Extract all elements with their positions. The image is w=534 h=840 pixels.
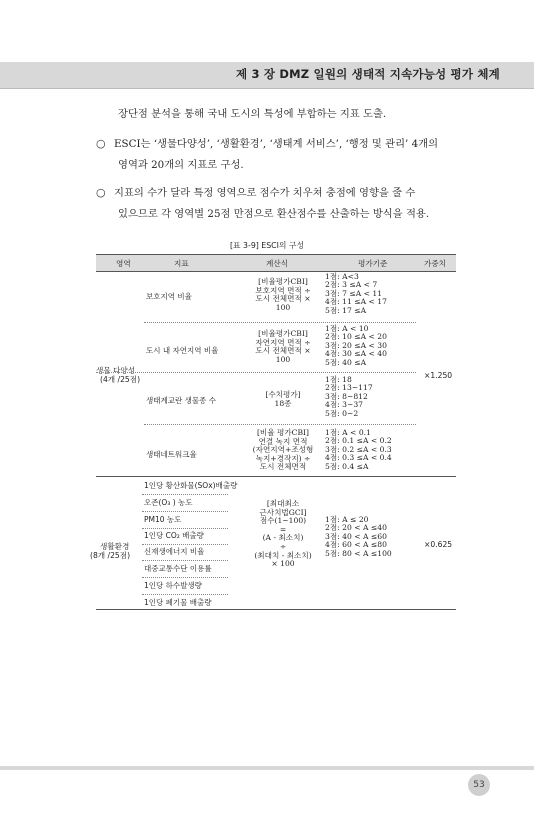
- criteria-line: 2점: 10 ≤A < 20: [325, 332, 387, 342]
- bullet-2-line-2: 있으므로 각 영역별 25점 만점으로 환산점수를 산출하는 방식을 적용.: [118, 208, 430, 220]
- footer-band: [0, 766, 534, 770]
- formula-eco-network: [246, 429, 320, 472]
- header-weight: 가중치: [424, 259, 447, 268]
- weight-living-env: ×0.625: [424, 540, 453, 549]
- formula-line: 도시 전체면적 ×: [255, 346, 311, 356]
- criteria-line: 4점: 3~37: [325, 400, 363, 410]
- domain-divider: [96, 476, 456, 477]
- row-divider: [142, 577, 228, 578]
- formula-line: 보호지역 면적 ÷: [255, 285, 311, 295]
- criteria-invasive-species: [325, 376, 373, 418]
- indicator-eco-network: 생태네트워크율: [146, 450, 197, 459]
- criteria-line: 2점: 3 ≤A < 7: [325, 280, 378, 290]
- indicator-pm10: PM10 농도: [144, 515, 182, 524]
- indicator-natural-area: 도시 내 자연지역 비율: [146, 346, 219, 355]
- criteria-line: 4점: 30 ≤A < 40: [325, 349, 387, 359]
- row-divider: [144, 322, 416, 323]
- criteria-line: 1점: A<3: [325, 272, 359, 281]
- page-number: 53: [468, 774, 490, 796]
- formula-line: [수치평가]: [265, 390, 301, 399]
- criteria-line: 3점: 0.2 ≤A < 0.3: [325, 444, 392, 454]
- header-indicator: 지표: [174, 259, 189, 268]
- criteria-protected-area: [325, 273, 387, 315]
- formula-invasive-species: [246, 391, 320, 408]
- criteria-line: 4점: 11 ≤A < 17: [325, 297, 387, 307]
- criteria-line: 5점: 40 ≤A: [325, 357, 367, 367]
- formula-line: 연결 녹지 면적: [258, 436, 308, 446]
- row-divider: [96, 372, 416, 373]
- criteria-living-env: [325, 516, 392, 558]
- criteria-eco-network: [325, 429, 392, 471]
- criteria-line: 4점: 60 < A ≤80: [325, 540, 387, 550]
- header-divider: [0, 88, 534, 89]
- row-divider: [142, 544, 228, 545]
- criteria-line: 2점: 0.1 ≤A < 0.2: [325, 436, 392, 446]
- indicator-sewage: 1인당 하수발생량: [144, 581, 202, 590]
- bullet-icon: ○: [96, 186, 106, 199]
- indicator-sox: 1인당 황산화물(SOx)배출량: [144, 481, 238, 490]
- formula-line: 100: [275, 302, 291, 312]
- body-line-1: 장단점 분석을 통해 국내 도시의 특성에 부합하는 지표 도출.: [118, 108, 387, 120]
- formula-natural-area: [246, 330, 320, 364]
- table-header-row: [96, 254, 456, 272]
- formula-line: 녹지+경작지) ÷: [255, 453, 311, 463]
- criteria-line: 2점: 20 < A ≤40: [325, 523, 387, 533]
- indicator-invasive-species: 생태계교란 생물종 수: [146, 396, 216, 405]
- bullet-1-line-1: ESCI는 ‘생물다양성’, ‘생활환경’, ‘생태계 서비스’, ‘행정 및 관리’ 4개의: [114, 138, 439, 150]
- header-domain: 영역: [116, 259, 131, 268]
- criteria-line: 1점: 18: [325, 375, 352, 384]
- table-caption: [표 3-9] ESCI의 구성: [230, 241, 304, 250]
- header-criteria: 평가기준: [358, 259, 388, 268]
- criteria-line: 1점: A < 0.1: [325, 428, 371, 437]
- formula-line: 100: [275, 354, 291, 364]
- formula-line: 18종: [274, 398, 292, 408]
- criteria-line: 5점: 80 < A ≤100: [325, 548, 392, 558]
- criteria-line: 3점: 40 < A ≤60: [325, 531, 387, 541]
- formula-line: (A - 최소치): [262, 533, 304, 543]
- formula-line: [비율평가CBI]: [258, 277, 308, 286]
- row-divider: [142, 511, 228, 512]
- chapter-title: 제 3 장 DMZ 일원의 생태적 지속가능성 평가 체계: [235, 67, 500, 81]
- indicator-protected-area: 보호지역 비율: [146, 292, 192, 301]
- row-divider: [142, 494, 228, 495]
- criteria-line: 3점: 8~812: [325, 391, 368, 401]
- domain-biodiversity-name: 생물 다양성: [96, 366, 136, 375]
- criteria-line: 3점: 20 ≤A < 30: [325, 340, 387, 350]
- indicator-co2: 1인당 CO₂ 배출량: [144, 531, 204, 540]
- formula-line: [최대최소: [266, 499, 300, 508]
- criteria-line: 2점: 13~117: [325, 383, 373, 393]
- bullet-2-line-1: 지표의 수가 달라 특정 영역으로 점수가 치우쳐 충점에 영향을 줄 수: [114, 187, 416, 199]
- domain-living-env-name: 생활환경: [100, 542, 130, 551]
- table-bottom-border: [96, 609, 456, 610]
- row-divider: [144, 424, 416, 425]
- formula-line: 도시 전체면적 ×: [255, 294, 311, 304]
- criteria-line: 1점: A ≤ 20: [325, 515, 369, 524]
- formula-line: ÷: [279, 541, 287, 551]
- formula-line: =: [279, 524, 287, 534]
- criteria-line: 5점: 0.4 ≤A: [325, 461, 369, 471]
- criteria-line: 1점: A < 10: [325, 324, 369, 333]
- weight-biodiversity: ×1.250: [424, 371, 453, 380]
- criteria-line: 4점: 0.3 ≤A < 0.4: [325, 453, 392, 463]
- formula-line: (최대치 - 최소치): [254, 550, 312, 560]
- criteria-line: 5점: 0~2: [325, 408, 359, 418]
- formula-line: (자연지역+조성형: [252, 445, 314, 455]
- formula-line: [비율평가CBI]: [258, 329, 308, 338]
- row-divider: [142, 560, 228, 561]
- indicator-ozone: 오존(O₃ ) 농도: [144, 498, 193, 507]
- formula-living-env: [246, 500, 320, 569]
- domain-living-env-count: (8개 /25점): [90, 551, 131, 560]
- formula-line: [비율 평가CBI]: [256, 428, 310, 437]
- criteria-line: 3점: 7 ≤A < 11: [325, 288, 383, 298]
- criteria-natural-area: [325, 325, 387, 367]
- row-divider: [142, 528, 228, 529]
- header-formula: 계산식: [266, 259, 289, 268]
- domain-biodiversity-count: (4개 /25점): [100, 375, 141, 384]
- indicator-transit: 대중교통수단 이용률: [144, 564, 212, 573]
- formula-line: 점수(1~100): [259, 516, 307, 526]
- formula-line: × 100: [271, 559, 295, 569]
- indicator-waste: 1인당 폐기물 배출량: [144, 598, 212, 607]
- criteria-line: 5점: 17 ≤A: [325, 305, 367, 315]
- formula-line: 도시 전체면적: [259, 462, 307, 472]
- row-divider: [142, 594, 228, 595]
- formula-line: 근사치법GCI]: [259, 507, 307, 517]
- bullet-icon: ○: [96, 137, 106, 150]
- formula-protected-area: [246, 278, 320, 312]
- formula-line: 자연지역 면적 ÷: [255, 337, 311, 347]
- bullet-1-line-2: 영역과 20개의 지표로 구성.: [118, 159, 244, 171]
- indicator-renewable: 신재생에너지 비율: [144, 547, 205, 556]
